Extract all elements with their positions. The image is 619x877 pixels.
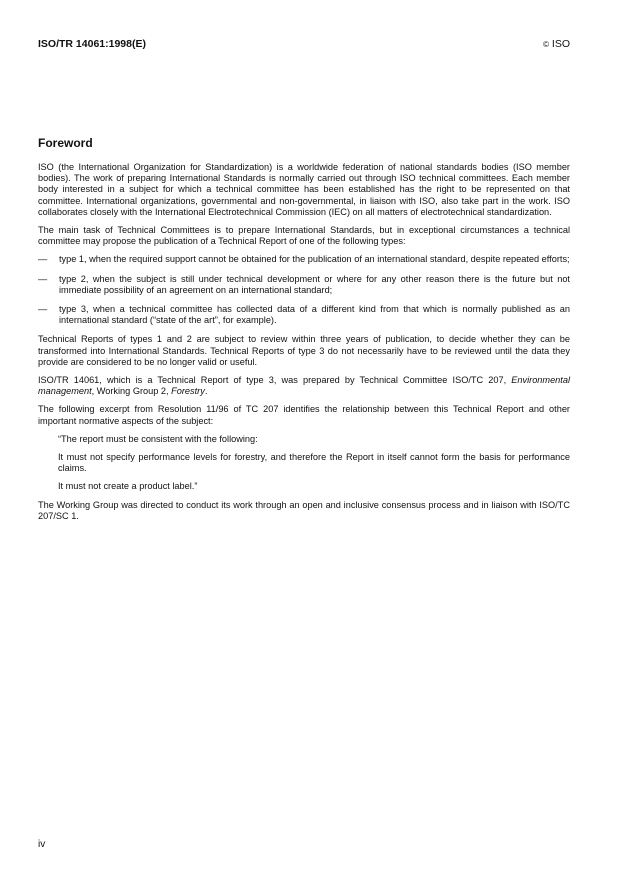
copyright-notice: [543, 38, 570, 50]
list-item: [38, 274, 570, 296]
list-dash: —: [38, 304, 48, 315]
list-item-text: type 2, when the subject is still under technical development or where for any other reason there is the future but not immediate possibility of an agreement on an international standard;: [59, 273, 570, 295]
paragraph-review: Technical Reports of types 1 and 2 are subject to review within three years of publication, to decide whether they can be transformed into International Standards. Technical Reports of type 3 do not necessarily have to be reviewed until the data they provide are considered to be no longer valid or useful.: [38, 334, 570, 367]
prepared-by-text: , Working Group 2,: [91, 386, 172, 397]
paragraph-intro: ISO (the International Organization for Standardization) is a worldwide federation of national standards bodies (ISO member bodies). The work of preparing International Standards is normally carried out through ISO technical committees. Each member body interested in a subject for which a technical committee has been established has the right to be represented on that committee. International organizations, governmental and non-governmental, in liaison with ISO, also take part in the work. ISO collaborates closely with the International Electrotechnical Commission (IEC) on all matters of electrotechnical standardization.: [38, 162, 570, 217]
list-item-text: type 1, when the required support cannot be obtained for the publication of an international standard, despite repeated efforts;: [59, 254, 570, 265]
foreword-section: [38, 136, 570, 529]
paragraph-working-group: The Working Group was directed to conduct its work through an open and inclusive consensus process and in liaison with ISO/TC 207/SC 1.: [38, 499, 570, 521]
copyright-org: ISO: [551, 38, 570, 50]
list-item-text: type 3, when a technical committee has collected data of a different kind from that which is normally published as an international standard (“state of the art”, for example).: [59, 304, 570, 326]
resolution-quote: [38, 434, 570, 493]
list-item: [38, 304, 570, 326]
working-group-title: Forestry: [171, 386, 205, 397]
prepared-by-text: .: [204, 386, 208, 397]
list-dash: —: [38, 273, 48, 284]
list-item: [38, 254, 570, 265]
quote-line: It must not create a product label.”: [58, 481, 198, 492]
quote-line: It must not specify performance levels for forestry, and therefore the Report in itself cannot form the basis for performance claims.: [58, 452, 570, 474]
copyright-symbol: ©: [543, 40, 549, 49]
document-id: ISO/TR 14061:1998(E): [38, 38, 146, 50]
paragraph-prepared-by: [38, 375, 570, 397]
list-dash: —: [38, 254, 48, 265]
committee-title: Environmental management: [38, 375, 570, 397]
prepared-by-text: ISO/TR 14061, which is a Technical Report of type 3, was prepared by Technical Committee ISO/TC 207,: [38, 375, 512, 386]
section-title: Foreword: [38, 136, 93, 150]
paragraph-excerpt: The following excerpt from Resolution 11/96 of TC 207 identifies the relationship between this Technical Report and other important normative aspects of the subject:: [38, 404, 570, 426]
quote-line: “The report must be consistent with the following:: [58, 433, 258, 444]
paragraph-main-task: The main task of Technical Committees is to prepare International Standards, but in exceptional circumstances a technical committee may propose the publication of a Technical Report of one of the following types:: [38, 225, 570, 247]
page-number: iv: [38, 839, 46, 850]
